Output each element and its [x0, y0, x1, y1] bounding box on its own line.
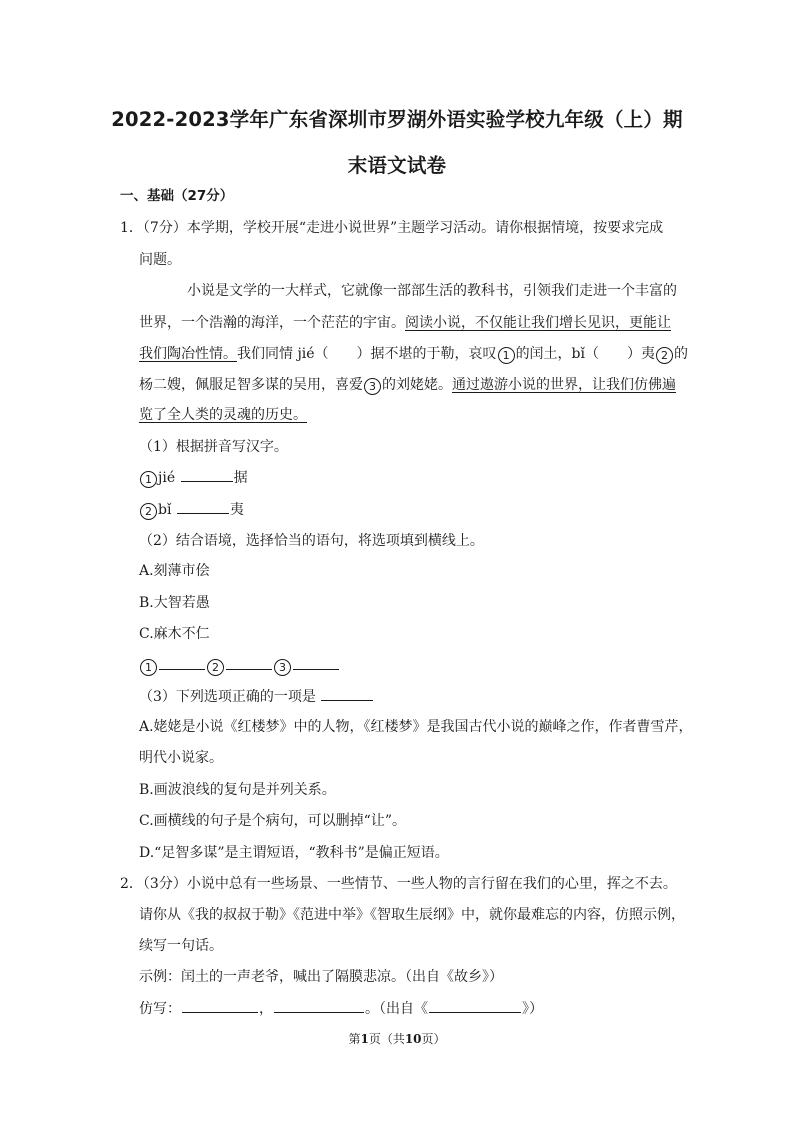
circle-number-2: 2 — [656, 347, 673, 364]
answer-blank[interactable] — [182, 998, 258, 1013]
circle-number-1: 1 — [498, 347, 515, 364]
passage-line-4: 杨二嫂，佩服足智多谋的吴用，喜爱 3 的刘姥姥。通过遨游小说的世界，让我们仿佛遍 — [139, 377, 676, 393]
answer-blank[interactable] — [429, 998, 521, 1013]
page-footer: 第1页（共10页） — [348, 1032, 446, 1046]
sub-question-1-label: （1）根据拼音写汉字。 — [139, 439, 288, 455]
sub-question-3-option-a: A.姥姥是小说《红楼梦》中的人物，《红楼梦》是我国古代小说的巅峰之作，作者曹雪芹， — [139, 719, 693, 735]
question-2-stem-cont-1: 请你从《我的叔叔于勒》《范进中举》《智取生辰纲》中，就你最难忘的内容，仿照示例， — [139, 907, 685, 923]
answer-blank[interactable] — [159, 655, 205, 670]
answer-blank[interactable] — [226, 655, 272, 670]
question-2-imitate: 仿写： ， 。（出自《 》） — [139, 998, 543, 1019]
option-a: A.刻薄市侩 — [139, 563, 210, 579]
sub-question-1-item-b: 2 bǐ 夷 — [139, 499, 244, 520]
sub-question-3-option-b: B.画波浪线的复句是并列关系。 — [139, 782, 336, 798]
question-1-stem-cont: 问题。 — [139, 252, 181, 268]
sub-question-1-item-a: 1 jié 据 — [139, 467, 248, 488]
sub-question-3-option-c: C.画横线的句子是个病句，可以删掉“让”。 — [139, 813, 406, 829]
exam-title-line2: 末语文试卷 — [347, 154, 447, 177]
sub-question-3-option-a-cont: 明代小说家。 — [139, 750, 223, 766]
passage-line-5: 览了全人类的灵魂的历史。 — [139, 407, 307, 423]
answer-blank[interactable] — [177, 499, 229, 514]
answer-blank[interactable] — [274, 998, 364, 1013]
option-c: C.麻木不仁 — [139, 626, 210, 642]
answer-blank[interactable] — [181, 467, 233, 482]
page-number: 1 — [360, 1032, 369, 1046]
answer-blank[interactable] — [321, 686, 373, 701]
question-2-stem-cont-2: 续写一句话。 — [139, 938, 223, 954]
question-2-example: 示例：闰土的一声老爷，喊出了隔膜悲凉。（出自《故乡》） — [139, 969, 503, 985]
sub-question-2-answers: 1 2 3 — [139, 655, 340, 676]
passage-line-1: 小说是文学的一大样式，它就像一部部生活的教科书，引领我们走进一个丰富的 — [187, 283, 677, 299]
sub-question-3-option-d: D.“足智多谋”是主谓短语，“教科书”是偏正短语。 — [139, 845, 449, 861]
wavy-underlined-sentence: 阅读小说，不仅能让我们增长见识，更能让 — [405, 315, 671, 331]
question-number: 2． — [120, 876, 143, 892]
sub-question-2-label: （2）结合语境，选择恰当的语句，将选项填到横线上。 — [139, 533, 484, 549]
answer-blank[interactable] — [293, 655, 339, 670]
option-b: B.大智若愚 — [139, 595, 210, 611]
passage-line-2: 世界，一个浩瀚的海洋，一个茫茫的宇宙。阅读小说，不仅能让我们增长见识，更能让 — [139, 315, 671, 331]
sub-question-3-label: （3）下列选项正确的一项是 — [139, 686, 374, 707]
exam-title-line1: 2022-2023学年广东省深圳市罗湖外语实验学校九年级（上）期 — [111, 108, 683, 131]
passage-line-3: 我们陶冶性情。我们同情 jié（ ）据不堪的于勒，哀叹 1 的闰土，bǐ（ ）夷 2 的 — [139, 346, 689, 362]
total-pages: 10 — [404, 1032, 422, 1046]
question-2-stem: 2．（3分）小说中总有一些场景、一些情节、一些人物的言行留在我们的心里，挥之不去。 — [120, 876, 677, 892]
question-number: 1． — [120, 220, 143, 236]
circle-number-3: 3 — [364, 378, 381, 395]
section-heading: 一、基础（27分） — [120, 188, 234, 204]
underlined-sentence: 通过遨游小说的世界，让我们仿佛遍 — [452, 377, 676, 393]
question-1-stem: 1．（7分）本学期，学校开展“走进小说世界”主题学习活动。请你根据情境，按要求完成 — [120, 220, 664, 236]
